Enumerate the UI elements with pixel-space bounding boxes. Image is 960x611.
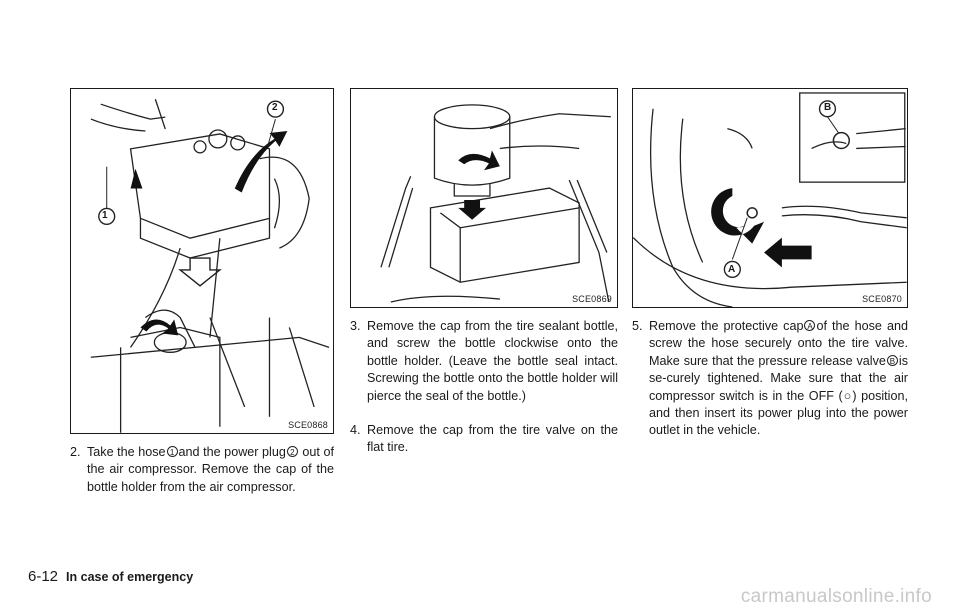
step-text: Remove the protective cap [649,319,804,333]
step-3 [350,318,618,405]
page-footer [28,568,193,585]
callout-a-inline: A [804,320,815,331]
step-text: of the hose and screw the hose securely onto the tire valve. Make sure that the pressure release valve [649,319,908,368]
page-number: 6-12 [28,568,59,585]
figure-code: SCE0868 [288,420,328,430]
off-symbol: ○ [842,388,853,403]
callout-1: 1 [102,210,108,221]
callout-b: B [824,102,832,113]
tire-valve-illustration [633,89,907,307]
callout-a: A [728,264,736,275]
sealant-bottle-illustration [351,89,617,307]
step-text: Take the hose [87,445,166,459]
step-text: out of the air compressor. Remove the cap of the bottle holder from the air compressor. [87,445,334,494]
callout-2: 2 [272,102,278,113]
callout-b-inline: B [887,355,898,366]
step-number: 3. [350,319,361,333]
step-text: Remove the cap from the tire sealant bottle, and screw the bottle clockwise onto the bottle holder. (Leave the bottle seal intact. Screwing the bottle onto the bottle holder will pierce the seal of the bottle.) [367,319,618,403]
step-number: 4. [350,423,361,437]
step-text: is se-curely tightened. Make sure that the air compressor switch is in the OFF ( [649,353,908,403]
figure-code: SCE0870 [862,294,902,304]
step-text: and the power plug [178,445,286,459]
step-5 [632,318,908,440]
step-number: 5. [632,319,643,333]
compressor-illustration [71,89,333,433]
step-number: 2. [70,445,81,459]
step-text: Remove the cap from the tire valve on the flat tire. [367,423,618,455]
step-4 [350,422,618,457]
figure-sce0870 [632,88,908,308]
step-text: ) position, and then insert its power plug into the power outlet in the vehicle. [649,388,908,438]
callout-2-inline: 2 [287,446,298,457]
figure-sce0869 [350,88,618,308]
watermark[interactable]: carmanualsonline.info [740,586,932,607]
step-2 [70,444,334,496]
callout-1-inline: 1 [167,446,178,457]
figure-code: SCE0869 [572,294,612,304]
figure-sce0868 [70,88,334,434]
section-title: In case of emergency [66,570,194,584]
